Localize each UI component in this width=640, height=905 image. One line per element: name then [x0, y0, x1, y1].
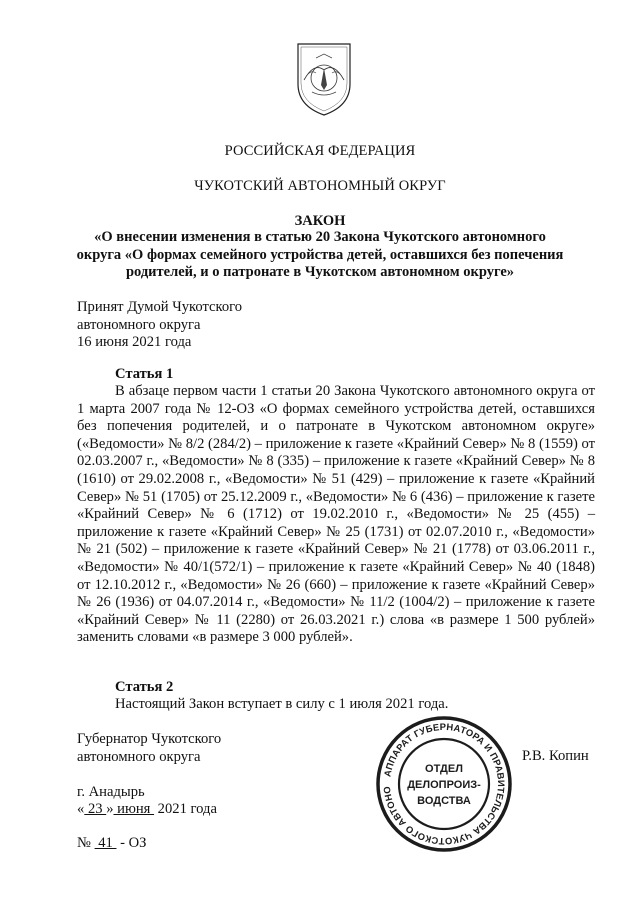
adoption-line: Принят Думой Чукотского	[77, 299, 243, 315]
date-year: 2021 года	[154, 801, 217, 817]
date-close-quote: »	[106, 801, 114, 817]
coat-of-arms	[294, 40, 354, 118]
official-stamp	[376, 716, 512, 852]
date-day: 23	[84, 801, 107, 817]
adoption-line: автономного округа	[77, 316, 201, 333]
chukotka-coat-of-arms-icon	[294, 40, 354, 118]
adoption-block	[77, 299, 242, 352]
governor-position-line: Губернатор Чукотского	[77, 731, 222, 747]
place-city: г. Анадырь	[77, 784, 145, 800]
adoption-line: 16 июня 2021 года	[77, 334, 192, 351]
governor-position-line: автономного округа	[77, 748, 201, 765]
law-number-value: 41	[94, 835, 117, 851]
law-title-line: родителей, и о патронате в Чукотском автономном округе»	[125, 264, 515, 281]
signing-date	[77, 801, 217, 819]
law-number-suffix: - ОЗ	[116, 835, 147, 851]
article-2-heading: Статья 2	[115, 679, 174, 695]
law-title	[0, 229, 640, 282]
governor-position	[77, 731, 221, 766]
date-open-quote: «	[77, 801, 85, 817]
stamp-seal-icon	[376, 716, 512, 852]
article-2-text: Настоящий Закон вступает в силу с 1 июля 2021 года.	[115, 696, 449, 712]
law-type-heading: ЗАКОН	[294, 213, 346, 229]
country-heading: РОССИЙСКАЯ ФЕДЕРАЦИЯ	[224, 143, 416, 159]
law-title-line: «О внесении изменения в статью 20 Закона Чукотского автономного	[94, 229, 546, 245]
date-month: июня	[113, 801, 155, 817]
stamp-ring-text: АППАРАТ ГУБЕРНАТОРА И ПРАВИТЕЛЬСТВА ЧУКОТСКОГО АВТОНО	[380, 720, 508, 848]
law-number	[77, 835, 146, 853]
stamp-center-line: ОТДЕЛ	[425, 763, 463, 775]
law-number-prefix: №	[77, 835, 95, 851]
article-1-heading: Статья 1	[115, 366, 174, 382]
stamp-center-line: ДЕЛОПРОИЗ-	[407, 779, 481, 791]
region-heading: ЧУКОТСКИЙ АВТОНОМНЫЙ ОКРУГ	[194, 178, 446, 194]
article-1-text: В абзаце первом части 1 статьи 20 Закона Чукотского автономного округа от 1 марта 2007 года № 12-ОЗ «О формах семейного устройства детей, оставшихся без попечения родителей, и о патронате в Чукотском автономном округе» («Ведомости» № 8/2 (284/2) – приложение к газете «Крайний Север» № 8 (1559) от 02.03.2007 г., «Ведомости» № 8 (335) – приложение к газете «Крайний Север» № 8 (1610) от 29.02.2008 г., «Ведомости» № 51 (429) – приложение к газете «Крайний Север» № 51 (1705) от 25.12.2009 г., «Ведомости» № 6 (436) – приложение к газете «Крайний Север» № 6 (1712) от 19.02.2010 г., «Ведомости» № 25 (455) – приложение к газете «Крайний Север» № 25 (1731) от 02.07.2010 г., «Ведомости» № 21 (502) – приложение к газете «Крайний Север» № 21 (1778) от 03.06.2011 г., «Ведомости» № 40/1(572/1) – приложение к газете «Крайний Север» № 40 (1848) от 12.10.2012 г., «Ведомости» № 26 (660) – приложение к газете «Крайний Север» № 26 (1936) от 04.07.2014 г., «Ведомости» № 11/2 (1004/2) – приложение к газете «Крайний Север» № 11 (2280) от 26.03.2021 г.) слова «в размере 1 500 рублей» заменить словами «в размере 3 000 рублей».	[77, 383, 595, 646]
governor-name: Р.В. Копин	[522, 748, 589, 764]
stamp-center-line: ВОДСТВА	[417, 795, 471, 807]
law-title-line: округа «О формах семейного устройства детей, оставшихся без попечения	[76, 246, 564, 263]
